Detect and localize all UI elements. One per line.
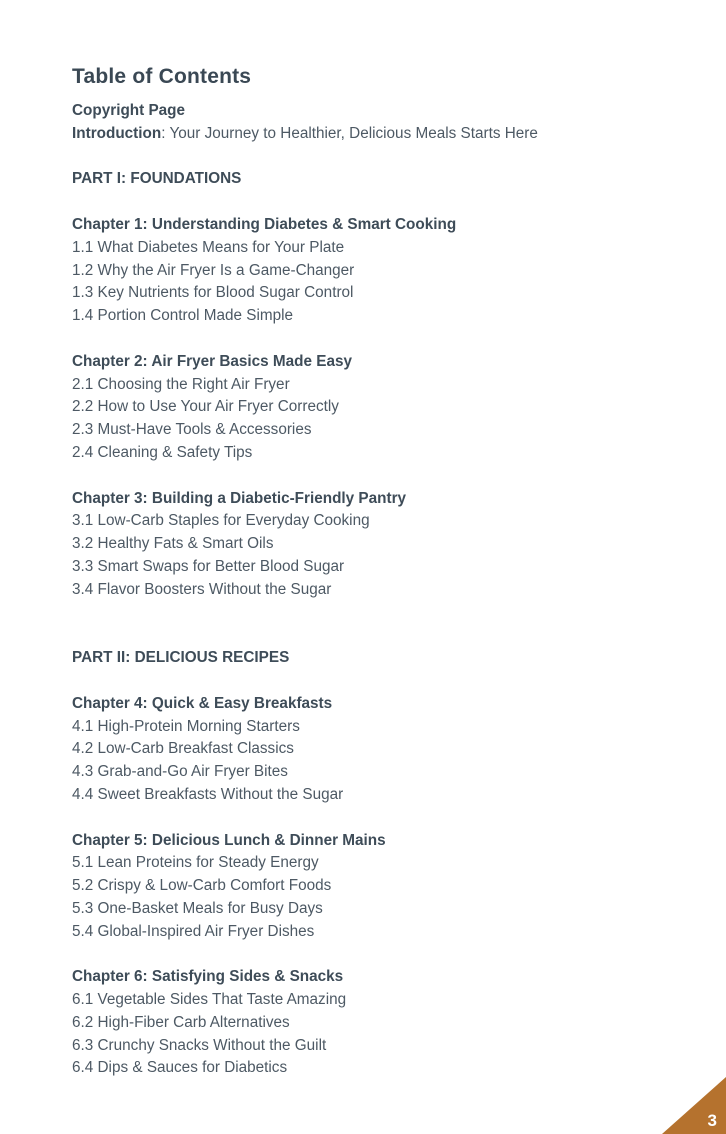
toc-item-1-1: 1.1 What Diabetes Means for Your Plate [72, 238, 345, 256]
toc-item-2-2: 2.2 How to Use Your Air Fryer Correctly [72, 398, 339, 416]
page-title: Table of Contents [72, 65, 252, 88]
toc-item-4-1: 4.1 High-Protein Morning Starters [72, 717, 300, 735]
chapter-1-title: Chapter 1: Understanding Diabetes & Smart Cooking [72, 215, 457, 233]
toc-item-6-1: 6.1 Vegetable Sides That Taste Amazing [72, 991, 347, 1009]
chapter-4-title: Chapter 4: Quick & Easy Breakfasts [72, 694, 333, 712]
front-matter-introduction [72, 123, 690, 146]
toc-item-5-1: 5.1 Lean Proteins for Steady Energy [72, 854, 319, 872]
toc-item-1-4: 1.4 Portion Control Made Simple [72, 307, 294, 325]
toc-item-1-2: 1.2 Why the Air Fryer Is a Game-Changer [72, 261, 355, 279]
page-number: 3 [707, 1111, 717, 1130]
toc-item-3-4: 3.4 Flavor Boosters Without the Sugar [72, 580, 332, 598]
chapter-6-block [72, 966, 690, 1080]
chapter-2-block [72, 351, 690, 465]
toc-item-6-2: 6.2 High-Fiber Carb Alternatives [72, 1013, 290, 1031]
toc-item-1-3: 1.3 Key Nutrients for Blood Sugar Control [72, 284, 354, 302]
chapter-2-title: Chapter 2: Air Fryer Basics Made Easy [72, 352, 352, 370]
chapter-3-block [72, 488, 690, 602]
toc-item-3-3: 3.3 Smart Swaps for Better Blood Sugar [72, 557, 345, 575]
toc-item-2-3: 2.3 Must-Have Tools & Accessories [72, 421, 312, 439]
toc-item-4-4: 4.4 Sweet Breakfasts Without the Sugar [72, 785, 344, 803]
toc-item-4-2: 4.2 Low-Carb Breakfast Classics [72, 740, 294, 758]
toc-content [72, 64, 690, 1080]
toc-item-3-1: 3.1 Low-Carb Staples for Everyday Cooking [72, 512, 370, 530]
toc-item-3-2: 3.2 Healthy Fats & Smart Oils [72, 535, 274, 553]
toc-item-5-3: 5.3 One-Basket Meals for Busy Days [72, 899, 323, 917]
chapter-6-title: Chapter 6: Satisfying Sides & Snacks [72, 968, 344, 986]
toc-item-2-4: 2.4 Cleaning & Safety Tips [72, 443, 253, 461]
part-2-label: PART II: DELICIOUS RECIPES [72, 649, 290, 667]
front-matter-copyright [72, 100, 690, 123]
toc-item-6-4: 6.4 Dips & Sauces for Diabetics [72, 1059, 288, 1077]
part-1-label: PART I: FOUNDATIONS [72, 170, 242, 188]
toc-item-4-3: 4.3 Grab-and-Go Air Fryer Bites [72, 763, 288, 781]
introduction-subtitle: : Your Journey to Healthier, Delicious Meals Starts Here [161, 124, 538, 142]
copyright-page-label: Copyright Page [72, 102, 186, 119]
toc-item-5-4: 5.4 Global-Inspired Air Fryer Dishes [72, 922, 315, 940]
chapter-1-block [72, 214, 690, 328]
chapter-5-block [72, 830, 690, 944]
introduction-label: Introduction [72, 124, 162, 142]
toc-item-5-2: 5.2 Crispy & Low-Carb Comfort Foods [72, 877, 332, 895]
toc-item-6-3: 6.3 Crunchy Snacks Without the Guilt [72, 1036, 327, 1054]
toc-item-2-1: 2.1 Choosing the Right Air Fryer [72, 375, 290, 393]
chapter-4-block [72, 693, 690, 807]
chapter-3-title: Chapter 3: Building a Diabetic-Friendly Pantry [72, 489, 407, 507]
chapter-5-title: Chapter 5: Delicious Lunch & Dinner Mains [72, 831, 386, 849]
